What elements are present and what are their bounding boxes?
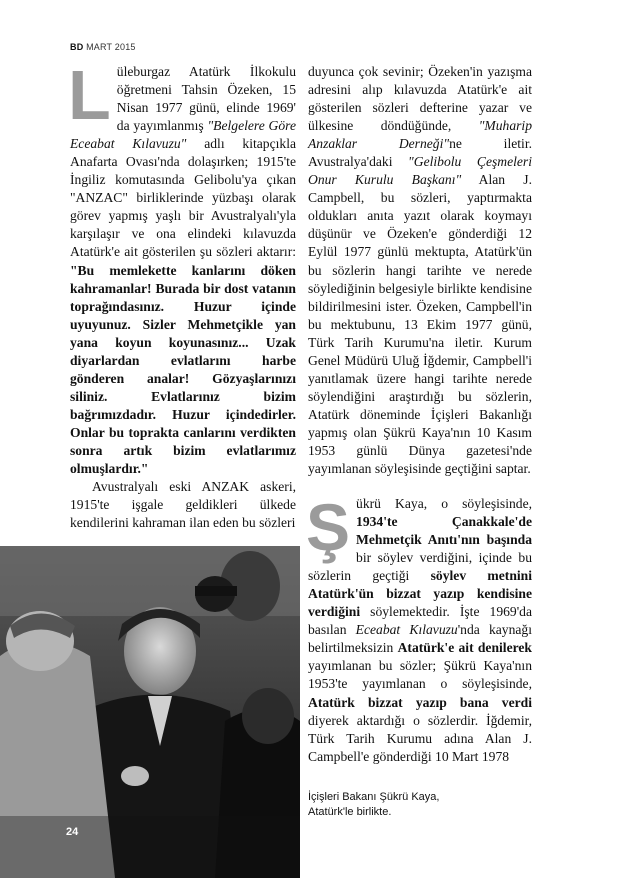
magazine-brand: BD xyxy=(70,42,84,52)
bold-run: 1934'te Çanakkale'de Mehmetçik Anıtı'nın başında xyxy=(356,514,532,548)
org-name: "Muharip Anzaklar Derneği" xyxy=(308,118,532,152)
text-run: ükrü Kaya, o söyleşisinde, xyxy=(356,496,532,511)
photo-illustration xyxy=(0,546,300,878)
text-run: yayımlanan bu sözler; Şükrü Kaya'nın 1953'te yayımlanan o söyleşisinde, xyxy=(308,658,532,692)
text-run: 'nda kaynağı belirtilmeksizin xyxy=(308,622,532,656)
paragraph-1 xyxy=(68,56,297,478)
issue-date: MART 2015 xyxy=(86,42,136,52)
bold-run: Atatürk'e ait denilerek xyxy=(397,640,532,656)
text-run: adlı kitapçıkla Anafarta Ovası'nda dolaşırken; 1915'te İngiliz komutasında Gelibolu'ya çıkan "ANZAC" birliklerinde yüzbaşı olarak görev yapmış yaşlı bir Avustralyalı'yla karşılaşır ve ona elindeki kılavuzda Atatürk'e ait gösterilen şu sözleri aktarır: xyxy=(70,136,297,260)
text-run: ne iletir. Avustralya'daki xyxy=(308,136,532,170)
dropcap-s: Ş xyxy=(306,490,351,564)
book-title: "Belgelere Göre Eceabat Kılavuzu" xyxy=(70,118,296,152)
dropcap-l: L xyxy=(68,56,111,134)
bold-run: söylev metnini Atatürk'ün bizzat yazıp kendisine verdiğini xyxy=(308,568,532,620)
page-number: 24 xyxy=(66,826,79,838)
text-run: üleburgaz Atatürk İlkokulu öğretmeni Tahsin Özeken, 15 Nisan 1977 günü, elinde 1969' da yayımlanmış xyxy=(116,64,296,134)
right-column xyxy=(308,63,532,478)
text-run: bir söylev verdiğini, içinde bu sözlerin geçtiği xyxy=(308,550,532,584)
caption-line-1: İçişleri Bakanı Şükrü Kaya, xyxy=(308,791,440,803)
ataturk-quote: "Bu memlekette kanlarını döken kahramanlar! Burada bir dost vatanın toprağındasınız. Huzur içinde uyuyunuz. Sizler Mehmetçikle yan yana koyun koyunasınız... Uzak diyarlardan evlatlarını harbe gönderen analar! Gözyaşlarınızı siliniz. Evlatlarınız bizim bağrımızdadır. Huzur içindedirler. Onlar bu toprakta canlarını verdikten sonra artık bizim evlatlarımız olmuşlardır." xyxy=(70,262,296,477)
paragraph-4 xyxy=(306,490,532,766)
paragraph-2: Avustralyalı eski ANZAK askeri, 1915'te işgale geldikleri ülkede kendilerini kahraman ilan eden bu sözleri xyxy=(70,479,296,531)
text-run: duyunca çok sevinir; Özeken'in yazışma adresini alıp kılavuzda Atatürk'e ait gösterilen sözleri defterine yazar ve ülkesine döndüğünde, xyxy=(308,64,532,134)
right-column-section-2 xyxy=(306,490,532,766)
historical-photo xyxy=(0,546,300,878)
org-title: "Gelibolu Çeşmeleri Onur Kurulu Başkanı" xyxy=(308,154,532,188)
photo-caption xyxy=(308,790,532,820)
paragraph-3 xyxy=(308,63,532,478)
book-title: Eceabat Kılavuzu xyxy=(355,622,458,638)
text-run: söylemektedir. İşte 1969'da basılan xyxy=(308,604,532,638)
caption-line-2: Atatürk'le birlikte. xyxy=(308,806,392,818)
text-run: diyerek aktardığı o sözlerdir. İğdemir, Türk Tarih Kurumu adına Alan J. Campbell'e gönderdiği 10 Mart 1978 xyxy=(308,712,532,764)
left-column xyxy=(68,56,297,532)
text-run: Alan J. Campbell, bu sözleri, yaptırmakta oldukları anıta yazıt olarak koymayı düşünür ve Özeken'e gönderdiği 12 Eylül 1977 günlü mektupta, Atatürk'ün bu sözlerin hangi tarihte ve nerede söylediğinin belgesiyle birlikte kendisine bildirilmesini ister. Özeken, Campbell'in bu mektubunu, 13 Ekim 1977 günü, Türk Tarih Kurumu'na iletir. Kurum Genel Müdürü Uluğ İğdemir, Campbell'i yanıtlamak üzere hangi tarihte nerede söylendiğini araştırdığı bu sözlerin, Atatürk döneminde İçişleri Bakanlığı yapmış olan Şükrü Kaya'nın 10 Kasım 1953 günlü Dünya gazetesi'nde yayımlanan söyleşisinde geçtiğini saptar. xyxy=(308,172,532,477)
running-header xyxy=(70,42,136,52)
bold-run: Atatürk bizzat yazıp bana verdi xyxy=(308,694,532,710)
